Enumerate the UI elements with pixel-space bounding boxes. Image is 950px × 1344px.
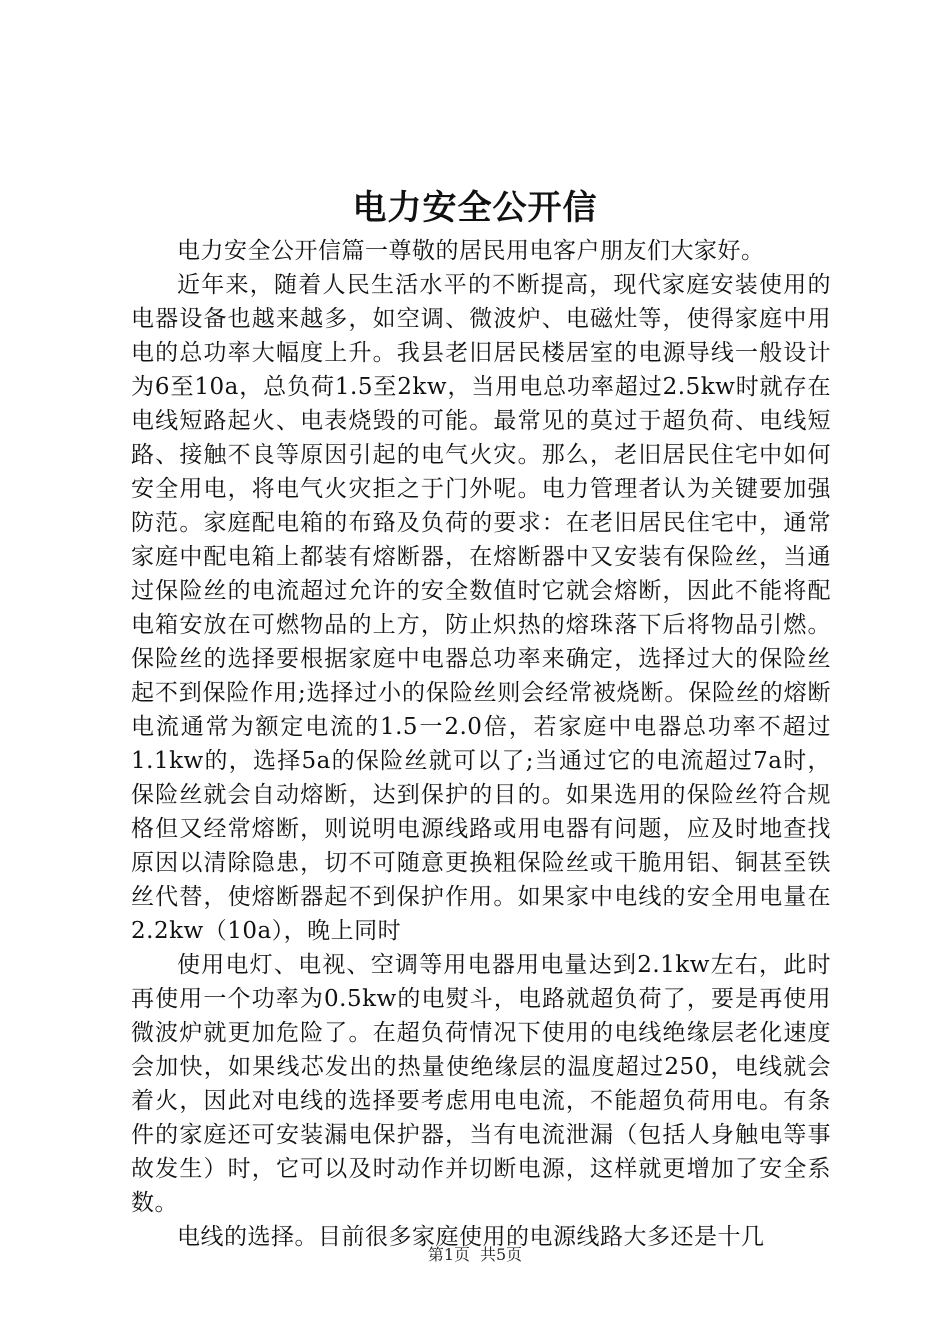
page-total: 共5页 bbox=[480, 1245, 523, 1264]
paragraph-main: 近年来，随着人民生活水平的不断提高，现代家庭安装使用的电器设备也越来越多，如空调、微波炉、电磁灶等，使得家庭中用电的总功率大幅度上升。我县老旧居民楼居室的电源导线一般设计为6至10a，总负荷1.5至2kw，当用电总功率超过2.5kw时就存在电线短路起火、电表烧毁的可能。最常见的莫过于超负荷、电线短路、接触不良等原因引起的电气火灾。那么，老旧居民住宅中如何安全用电，将电气火灾拒之于门外呢。电力管理者认为关键要加强防范。家庭配电箱的布臵及负荷的要求：在老旧居民住宅中，通常家庭中配电箱上都装有熔断器，在熔断器中又安装有保险丝，当通过保险丝的电流超过允许的安全数值时它就会熔断，因此不能将配电箱安放在可燃物品的上方，防止炽热的熔珠落下后将物品引燃。保险丝的选择要根据家庭中电器总功率来确定，选择过大的保险丝起不到保险作用;选择过小的保险丝则会经常被烧断。保险丝的熔断电流通常为额定电流的1.5一2.0倍，若家庭中电器总功率不超过1.1kw的，选择5a的保险丝就可以了;当通过它的电流超过7a时，保险丝就会自动熔断，达到保护的目的。如果选用的保险丝符合规格但又经常熔断，则说明电源线路或用电器有问题，应及时地查找原因以清除隐患，切不可随意更换粗保险丝或干脆用铝、铜甚至铁丝代替，使熔断器起不到保护作用。如果家中电线的安全用电量在2.2kw（10a），晚上同时 bbox=[131, 272, 831, 944]
paragraph-overload: 使用电灯、电视、空调等用电器用电量达到2.1kw左右，此时再使用一个功率为0.5kw的电熨斗，电路就超负荷了，要是再使用微波炉就更加危险了。在超负荷情况下使用的电线绝缘层老化速度会加快，如果线芯发出的热量使绝缘层的温度超过250，电线就会着火，因此对电线的选择要考虑用电电流，不能超负荷用电。有条件的家庭还可安装漏电保护器，当有电流泄漏（包括人身触电等事故发生）时，它可以及时动作并切断电源，这样就更增加了安全系数。 bbox=[131, 952, 831, 1216]
document-body bbox=[131, 234, 831, 1254]
page-number: 第1页 bbox=[427, 1245, 470, 1264]
page-footer bbox=[0, 1243, 950, 1267]
paragraph-intro: 电力安全公开信篇一尊敬的居民用电客户朋友们大家好。 bbox=[177, 238, 765, 264]
paragraph-wire-selection: 电线的选择。目前很多家庭使用的电源线路大多还是十几 bbox=[177, 1224, 765, 1250]
document-title: 电力安全公开信 bbox=[352, 188, 598, 228]
